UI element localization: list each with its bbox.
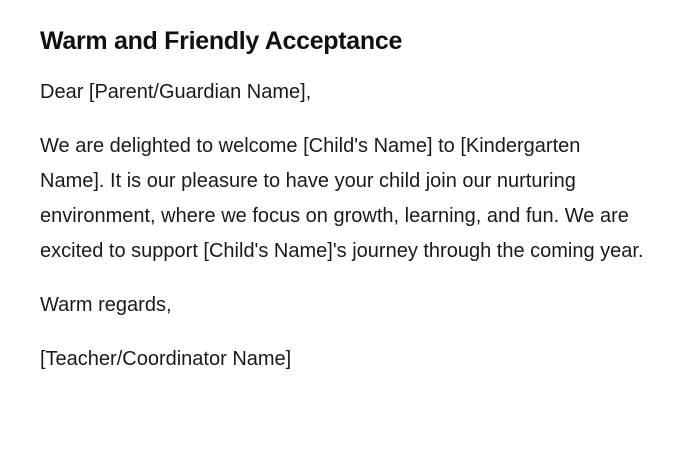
letter-title: Warm and Friendly Acceptance: [40, 27, 403, 55]
letter-closing: Warm regards,: [40, 294, 172, 316]
letter-body: We are delighted to welcome [Child's Name] to [Kindergarten Name]. It is our pleasure to have your child join our nurturing environment, where we focus on growth, learning, and fun. We are excited to support [Child's Name]'s journey through the coming year.: [40, 135, 644, 262]
letter-signature: [Teacher/Coordinator Name]: [40, 348, 292, 370]
letter-greeting: Dear [Parent/Guardian Name],: [40, 81, 312, 103]
